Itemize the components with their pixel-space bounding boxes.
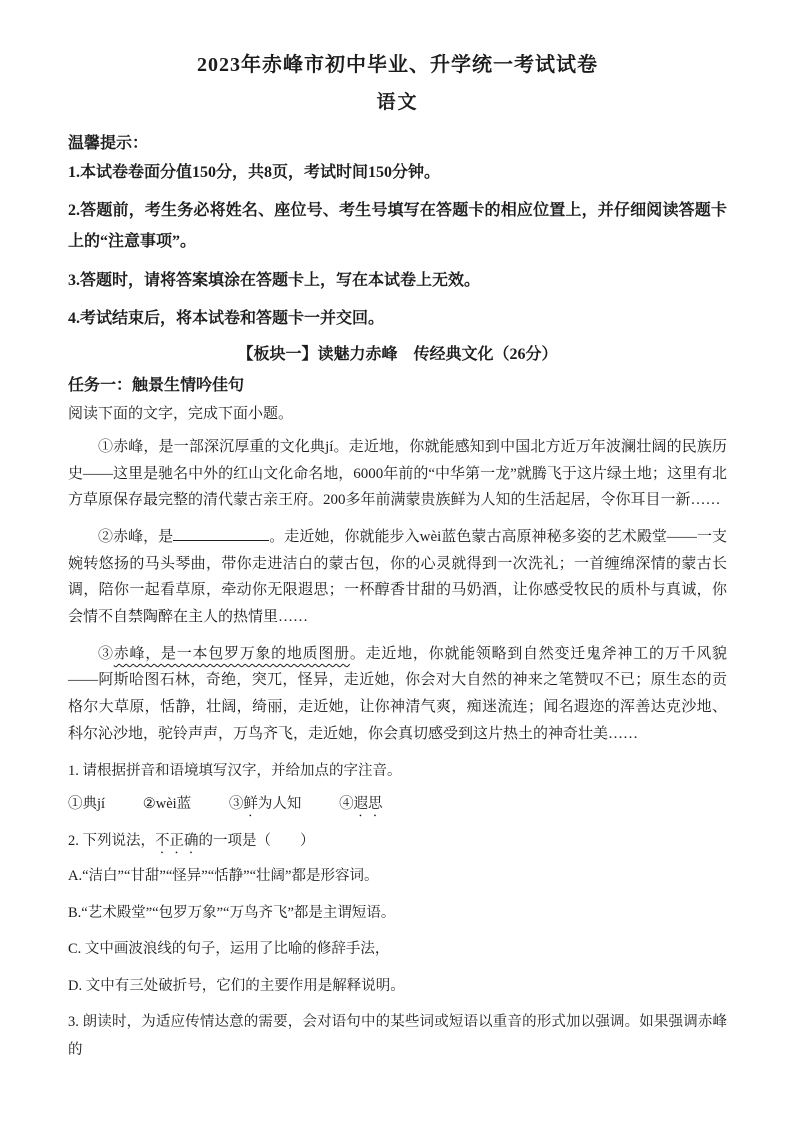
item-3-number: ③ — [228, 796, 244, 813]
item-4-number: ④ — [339, 796, 354, 813]
question-2-stem-tail: 的一项是（ ） — [198, 833, 315, 850]
notice-item-3: 3.答题时，请将答案填涂在答题卡上，写在本试卷上无效。 — [68, 271, 481, 289]
notice-item-1: 1.本试卷卷面分值150分，共8页，考试时间150分钟。 — [68, 164, 441, 181]
notice-section — [68, 130, 727, 334]
item-4-dotted-characters: 遐思 — [353, 796, 383, 813]
question-2 — [68, 828, 727, 1000]
paragraph-3-rest: 。走近地，你就能领略到自然变迁鬼斧神工的万千风貌——阿斯哈图石林，奇绝，突兀，怪异，走近她，你会对大自然的神来之笔赞叹不已；原生态的贡格尔大草原，恬静，壮阔，绮丽，走近她，让你神清气爽，痴迷流连；闻名遐迩的浑善达克沙地、科尔沁沙地，驼铃声声，万鸟齐飞，走近她，你会真切感受到这片热土的神奇壮美…… — [68, 645, 727, 742]
notice-item-2: 2.答题前，考生务必将姓名、座位号、考生号填写在答题卡的相应位置上，并仔细阅读答题卡上的“注意事项”。 — [68, 202, 727, 251]
passage-paragraph-2 — [68, 524, 727, 631]
exam-subject: 语文 — [376, 92, 419, 113]
item-3-dotted-character: 鲜 — [243, 796, 258, 813]
paragraph-2-lead: ②赤峰，是 — [98, 529, 174, 545]
question-2-stem-lead: 2. 下列说法， — [68, 833, 155, 850]
question-1-item-2: ②wèi蓝 — [142, 796, 192, 813]
notice-item-4: 4.考试结束后，将本试卷和答题卡一并交回。 — [68, 309, 385, 327]
task-one-heading: 任务一：触景生情吟佳句 — [68, 376, 245, 394]
question-2-option-c: C. 文中画波浪线的句子，运用了比喻的修辞手法， — [68, 941, 390, 958]
fill-in-blank-line — [173, 526, 269, 541]
question-1-item-4 — [339, 796, 383, 812]
question-3-stem: 3. 朗读时，为适应传情达意的需要，会对语句中的某些词或短语以重音的形式加以强调。如果强调赤峰的 — [68, 1014, 727, 1058]
question-2-option-b: B.“艺术殿堂”“包罗万象”“万鸟齐飞”都是主谓短语。 — [68, 904, 396, 921]
exam-title: 2023年赤峰市初中毕业、升学统一考试试卷 — [197, 54, 598, 76]
passage-paragraph-3 — [68, 641, 727, 748]
question-2-stem — [68, 828, 727, 857]
question-3 — [68, 1009, 727, 1064]
paragraph-3-number: ③ — [98, 645, 114, 662]
question-1 — [68, 758, 727, 821]
passage-paragraph-1: ①赤峰，是一部深沉厚重的文化典jí。走近地，你就能感知到中国北方近万年波澜壮阔的民族历史——这里是驰名中外的红山文化命名地，6000年前的“中华第一龙”就腾飞于这片绿土地；这里有北方草原保存最完整的清代蒙古亲王府。200多年前满蒙贵族鲜为人知的生活起居，令你耳目一新…… — [68, 438, 727, 509]
block-one-heading: 【板块一】读魅力赤峰 传经典文化（26分） — [237, 345, 558, 363]
question-2-stem-emphasis: 不正确 — [155, 833, 199, 850]
paragraph-2-rest: 。走近她，你就能步入wèi蓝色蒙古高原神秘多姿的艺术殿堂——一支婉转悠扬的马头琴曲，带你走进洁白的蒙古包，你的心灵就得到一次洗礼；一首缠绵深情的蒙古长调，陪你一起看草原，牵动你无限遐思；一杯醇香甘甜的马奶酒，让你感受牧民的质朴与真诚，你会情不自禁陶醉在主人的热情里…… — [68, 529, 727, 626]
passage-intro: 阅读下面的文字，完成下面小题。 — [68, 405, 294, 422]
question-1-stem: 1. 请根据拼音和语境填写汉字，并给加点的字注音。 — [68, 762, 402, 779]
wavy-underlined-sentence: 赤峰，是一本包罗万象的地质图册 — [113, 645, 350, 662]
question-1-item-3 — [229, 796, 302, 812]
question-2-option-d: D. 文中有三处破折号，它们的主要作用是解释说明。 — [68, 977, 405, 994]
question-1-items — [68, 791, 727, 820]
reading-passage — [68, 434, 727, 748]
notice-heading: 温馨提示： — [68, 135, 149, 152]
question-1-item-1: ①典jí — [68, 796, 106, 813]
question-2-option-a: A.“洁白”“甘甜”“怪异”“恬静”“壮阔”都是形容词。 — [68, 868, 379, 885]
item-3-rest: 为人知 — [257, 796, 302, 813]
